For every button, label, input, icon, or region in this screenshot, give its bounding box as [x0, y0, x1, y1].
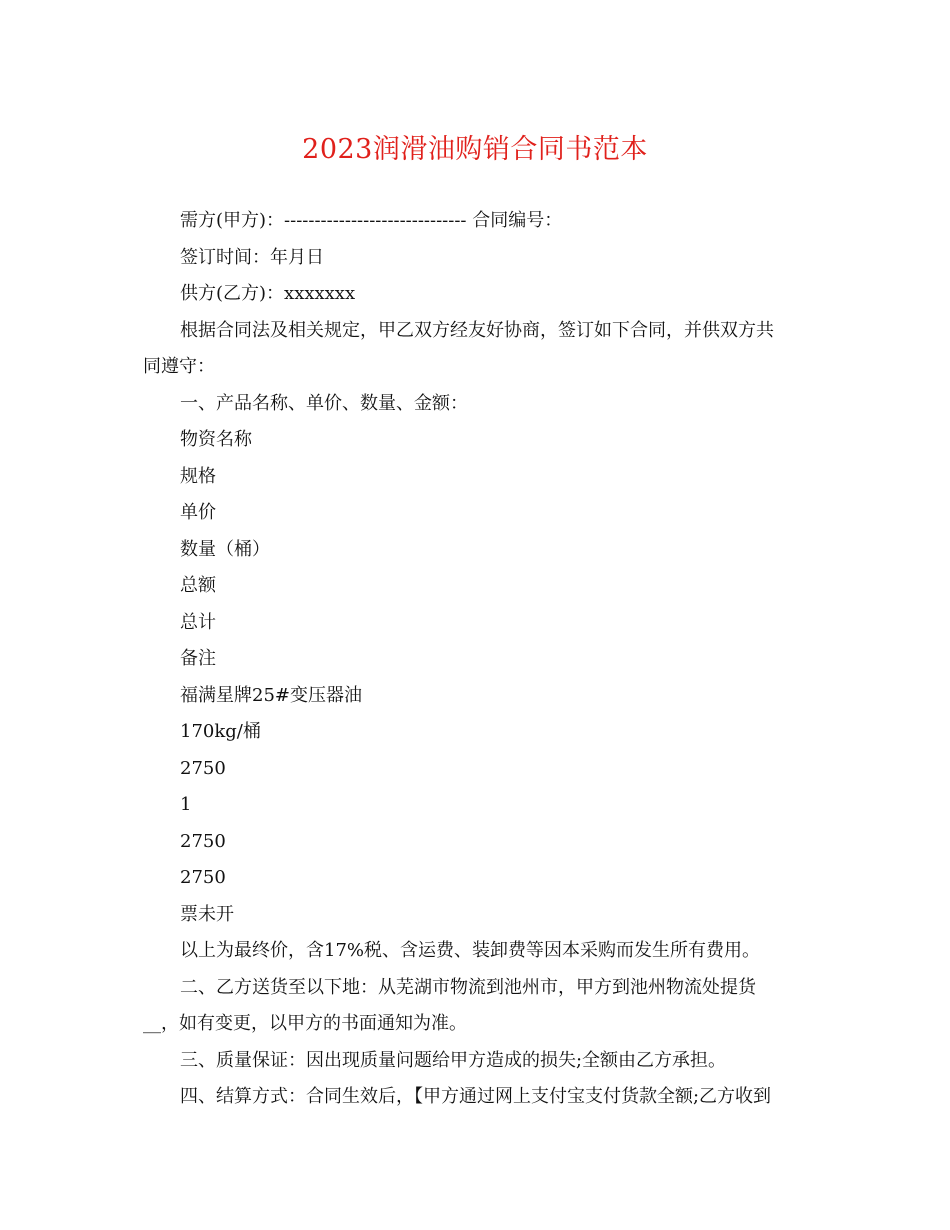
paragraph-line: 二、乙方送货至以下地：从芜湖市物流到池州市，甲方到池州物流处提货 [180, 976, 756, 998]
paragraph-line: 规格 [180, 465, 216, 487]
paragraph-line: 需方(甲方)：------------------------------ 合同编号： [180, 210, 563, 231]
paragraph-line: 备注 [180, 648, 216, 669]
paragraph-line: 福满星牌25#变压器油 [180, 684, 362, 706]
paragraph-line: 单价 [180, 502, 216, 523]
paragraph-line: 物资名称 [180, 429, 252, 450]
paragraph-line: 以上为最终价，含17%税、含运费、装卸费等因本采购而发生所有费用。 [180, 940, 761, 961]
paragraph-line: 总计 [180, 611, 216, 633]
paragraph-line: 签订时间：年月日 [180, 246, 324, 268]
paragraph-line: 2750 [180, 867, 226, 888]
paragraph-line: 总额 [180, 575, 216, 596]
document-body [143, 203, 811, 1116]
paragraph-line: 四、结算方式：合同生效后，【甲方通过网上支付宝支付货款全额;乙方收到 [180, 1086, 772, 1107]
paragraph-line: 根据合同法及相关规定，甲乙双方经友好协商，签订如下合同，并供双方共 [180, 319, 774, 341]
paragraph-line: 供方(乙方)：xxxxxxx [180, 283, 356, 304]
paragraph-line: 2750 [180, 830, 226, 852]
paragraph-line: 数量（桶） [180, 538, 270, 560]
paragraph-line: 170kg/桶 [180, 721, 261, 742]
paragraph-line: __，如有变更，以甲方的书面通知为准。 [143, 1013, 467, 1034]
paragraph-line: 票未开 [180, 903, 234, 925]
paragraph-line: 一、产品名称、单价、数量、金额： [180, 392, 468, 414]
paragraph-line: 2750 [180, 757, 226, 779]
paragraph-line: 同遵守： [143, 356, 215, 377]
paragraph-line: 三、质量保证：因出现质量问题给甲方造成的损失;全额由乙方承担。 [180, 1049, 727, 1071]
paragraph-line: 1 [180, 794, 192, 815]
document-title: 2023润滑油购销合同书范本 [302, 134, 648, 165]
